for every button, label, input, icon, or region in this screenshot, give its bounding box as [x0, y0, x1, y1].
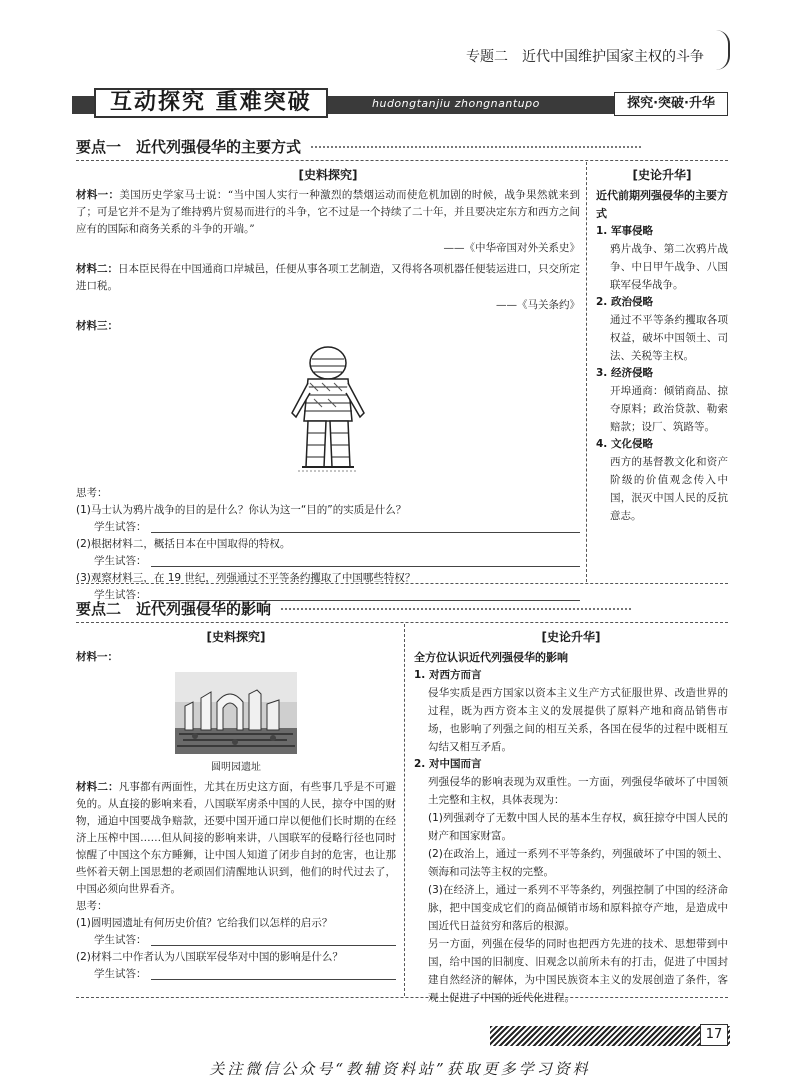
- answer-label: 学生试答：: [94, 555, 147, 567]
- s2-side-item-2-para-3: (2)在政治上，通过一系列不平等条约，列强破坏了中国的领土、领海和司法等主权的完整。: [428, 848, 728, 878]
- side-item-1-title: 1. 军事侵略: [596, 225, 653, 237]
- section1-question-2: (2)根据材料二，概括日本在中国取得的特权。: [76, 538, 291, 550]
- answer-label: 学生试答：: [94, 968, 147, 980]
- section1-dotted-rule: [311, 146, 641, 148]
- section1-answer-2[interactable]: [76, 553, 580, 570]
- header-bracket: [716, 30, 730, 70]
- section1-question-3: (3)观察材料三，在 19 世纪，列强通过不平等条约攫取了中国哪些特权？: [76, 572, 416, 584]
- section2-side: [414, 628, 728, 1007]
- s2-side-item-2-para-4: (3)在经济上，通过一系列不平等条约，列强控制了中国的经济命脉，把中国变成它们的商品倾销市场和原料掠夺产地，是造成中国近代日益贫穷和落后的根源。: [428, 884, 728, 932]
- answer-line[interactable]: [151, 966, 397, 980]
- section2-think-label: 思考：: [76, 900, 108, 912]
- banner-right-label: 探究·突破·升华: [614, 92, 728, 116]
- section2-title: 要点二 近代列强侵华的影响: [76, 600, 272, 618]
- material2-text: 日本臣民得在中国通商口岸城邑，任便从事各项工艺制造，又得将各项机器任便装运进口，只交所定进口税。: [76, 263, 580, 292]
- s2-side-item-2-para-2: (1)列强剥夺了无数中国人民的基本生存权，疯狂掠夺中国人民的财产和国家财富。: [428, 812, 728, 842]
- answer-label: 学生试答：: [94, 934, 147, 946]
- section2-material1-label: 材料一：: [76, 651, 118, 663]
- section2-side-tag: [史论升华]: [541, 630, 601, 644]
- material3-label: 材料三：: [76, 320, 118, 332]
- banner: [72, 88, 728, 118]
- material1-text: 美国历史学家马士说：“当中国人实行一种激烈的禁烟运动而使危机加剧的时候，战争果然就来到了；可是它并不是为了维持鸦片贸易而进行的斗争，它不过是一个持续了二十年，并且要决定东方和西方之间应有的国际和商务关系的斗争的开端。”: [76, 189, 580, 235]
- section2-dotted-rule: [281, 608, 631, 610]
- answer-line[interactable]: [151, 932, 397, 946]
- section1-material2: [76, 261, 580, 295]
- side-item-4-text: 西方的基督教文化和资产阶级的价值观念传入中国，泯灭中国人民的反抗意志。: [610, 456, 728, 522]
- page-number: 17: [700, 1024, 728, 1046]
- side-item-4-title: 4. 文化侵略: [596, 438, 653, 450]
- s2-side-item-2-title: 2. 对中国而言: [414, 758, 482, 770]
- footer-note: 关注微信公众号“教辅资料站”获取更多学习资料: [209, 1060, 591, 1078]
- section2-main: [76, 628, 396, 983]
- section1-heading: [76, 136, 641, 157]
- section1-side-heading: 近代前期列强侵华的主要方式: [596, 189, 728, 220]
- header-topic: 专题二 近代中国维护国家主权的斗争: [466, 49, 704, 65]
- section1-side-tag: [史论升华]: [632, 168, 692, 182]
- cartoon-figure-image: [278, 341, 378, 479]
- section1-side: [596, 166, 728, 525]
- section2-answer-1[interactable]: [76, 932, 396, 949]
- section2-answer-2[interactable]: [76, 966, 396, 983]
- side-item-2-text: 通过不平等条约攫取各项权益，破坏中国领土、司法、关税等主权。: [610, 314, 728, 362]
- side-item-2-title: 2. 政治侵略: [596, 296, 653, 308]
- section2-material2: [76, 779, 396, 898]
- banner-main-title: 互动探究 重难突破: [94, 88, 328, 118]
- answer-label: 学生试答：: [94, 589, 147, 601]
- section1-question-1: (1)马士认为鸦片战争的目的是什么？你认为这一“目的”的实质是什么？: [76, 504, 407, 516]
- side-item-3-text: 开埠通商：倾销商品、掠夺原料；政治贷款、勒索赔款；设厂、筑路等。: [610, 385, 728, 433]
- section2-material2-text: 凡事都有两面性，尤其在历史这方面，有些事几乎是不可避免的。从直接的影响来看，八国联军虏杀中国的人民，掠夺中国的财物，通迫中国要战争赔款，还要中国开通口岸以便他们长时期的在经济上压榨中国……但从间接的影响来讲，八国联军的侵略行径也同时惊醒了中国这个东方睡狮，让中国人知道了闭步自封的危害，也让那些怀着天朝上国思想的老顽固们清醒地认识到，他们的时代过去了，中国必须向世界看齐。: [76, 781, 397, 895]
- material2-source: ——《马关条约》: [496, 299, 580, 311]
- section1-think-label: 思考：: [76, 487, 108, 499]
- section2-tag: [史料探究]: [206, 630, 266, 644]
- photo-caption: 圆明园遗址: [211, 762, 261, 773]
- answer-label: 学生试答：: [94, 521, 147, 533]
- section2-question-2: (2)材料二中作者认为八国联军侵华对中国的影响是什么？: [76, 951, 343, 963]
- section2-divider: [404, 624, 405, 996]
- material2-label: 材料二：: [76, 263, 118, 275]
- s2-side-item-2-para-5: 另一方面，列强在侵华的同时也把西方先进的技术、思想带到中国，给中国的旧制度、旧观念以前所未有的打击，促进了中国封建自然经济的解体，为中国民族资本主义的发展创造了条件，客观上促进了中国的近代化进程。: [428, 938, 728, 1004]
- answer-line[interactable]: [151, 519, 581, 533]
- section1-title: 要点一 近代列强侵华的主要方式: [76, 138, 302, 156]
- banner-pinyin: hudongtanjiu zhongnantupo: [372, 97, 540, 110]
- section1-main: [76, 166, 580, 604]
- section1-divider: [586, 162, 587, 582]
- side-item-1-text: 鸦片战争、第二次鸦片战争、中日甲午战争、八国联军侵华战争。: [610, 243, 728, 291]
- s2-side-item-1-para: 侵华实质是西方国家以资本主义生产方式征服世界、改造世界的过程，既为西方资本主义的发展提供了原料产地和商品销售市场，也影响了列强之间的相互关系，各国在侵华的过程中既相互勾结又相互矛盾。: [428, 687, 728, 753]
- material1-source: ——《中华帝国对外关系史》: [443, 242, 580, 254]
- section1-material1: [76, 187, 580, 238]
- section2-heading: [76, 598, 631, 619]
- section2-side-heading: 全方位认识近代列强侵华的影响: [414, 651, 568, 664]
- answer-line[interactable]: [151, 553, 581, 567]
- side-item-3-title: 3. 经济侵略: [596, 367, 653, 379]
- section2-material2-label: 材料二：: [76, 781, 119, 793]
- s2-side-item-1-title: 1. 对西方而言: [414, 669, 482, 681]
- section1-material3: [76, 318, 580, 335]
- section1-answer-1[interactable]: [76, 519, 580, 536]
- section2-question-1: (1)圆明园遗址有何历史价值？它给我们以怎样的启示？: [76, 917, 333, 929]
- material1-label: 材料一：: [76, 189, 120, 201]
- section1-tag: [史料探究]: [298, 168, 358, 182]
- s2-side-item-2-para-1: 列强侵华的影响表现为双重性。一方面，列强侵华破坏了中国领土完整和主权，具体表现为：: [428, 776, 728, 806]
- footer-hatched-band: [490, 1026, 730, 1046]
- yuanmingyuan-ruins-photo: [175, 672, 297, 754]
